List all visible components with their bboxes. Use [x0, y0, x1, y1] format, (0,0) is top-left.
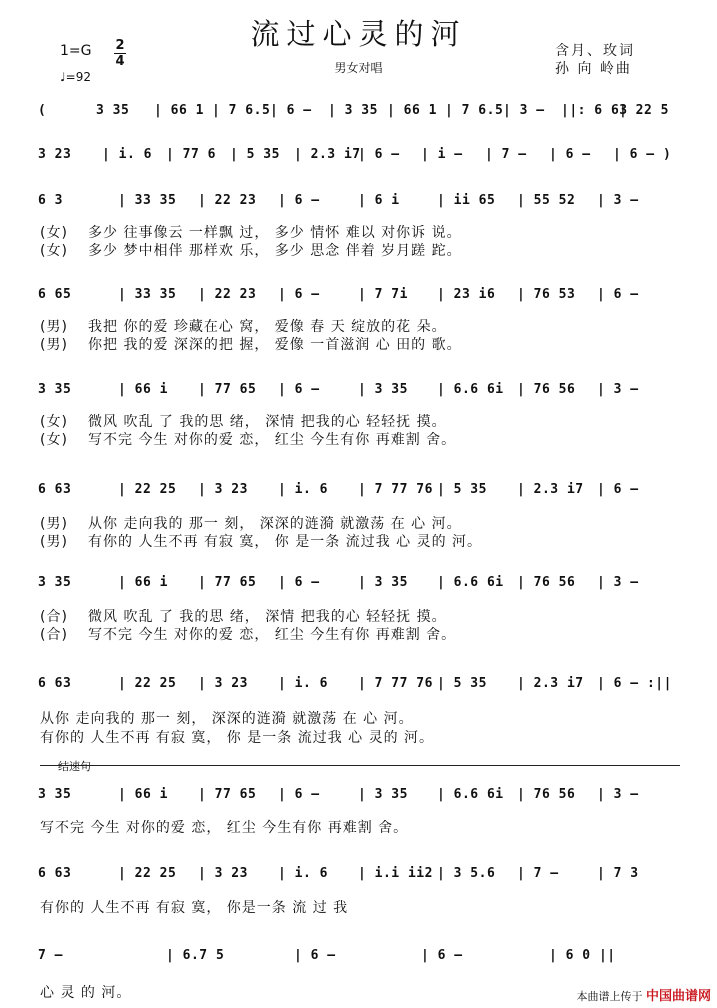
score-measure: | 7 – — [485, 147, 527, 162]
score-measure: | 7 77 76 — [358, 676, 433, 691]
credit-lyrics: 含月、玫词 — [555, 43, 635, 59]
lyric-text: 写不完 今生 对你的爱 恋， 红尘 今生有你 再难割 舍。 — [88, 432, 457, 448]
singer-role: (女) — [40, 225, 68, 241]
score-measure: | 3 – — [597, 575, 639, 590]
score-measure: | 5 35 — [437, 676, 487, 691]
score-measure: | 6 – — [278, 382, 320, 397]
score-measure: | 6 0 || — [549, 948, 616, 963]
score-measure: 3 35 — [38, 382, 72, 397]
score-measure: | 5 35 — [230, 147, 280, 162]
lyric-line — [40, 316, 447, 336]
score-measure: | 6 – — [278, 787, 320, 802]
score-measure: | 55 52 — [517, 193, 576, 208]
score-measure: | 3 35 — [358, 382, 408, 397]
score-measure: | 76 56 — [517, 575, 576, 590]
lyric-text: 写不完 今生 对你的爱 恋， 红尘 今生有你 再难割 舍。 — [40, 820, 409, 836]
score-measure: 3 23 — [38, 147, 72, 162]
lyric-text: 多少 梦中相伴 那样欢 乐， 多少 思念 伴着 岁月蹉 跎。 — [88, 243, 462, 259]
lyric-text: 我把 你的爱 珍藏在心 窝， 爱像 春 天 绽放的花 朵。 — [88, 319, 447, 335]
score-measure: 6 65 — [38, 287, 72, 302]
score-measure: | 7 3 — [597, 866, 639, 881]
lyric-text: 微风 吹乱 了 我的思 绪， 深情 把我的心 轻轻抚 摸。 — [88, 609, 447, 625]
score-measure: | 22 25 — [118, 676, 177, 691]
credits — [555, 42, 635, 78]
score-measure: | i. 6 — [278, 866, 328, 881]
score-measure: | 6 – :|| — [597, 676, 672, 691]
lyric-line — [40, 531, 482, 551]
score-measure: | 22 23 — [198, 193, 257, 208]
score-measure: | 7 6.5 — [212, 103, 271, 118]
score-measure: | 33 35 — [118, 287, 177, 302]
lyric-line — [40, 982, 131, 1002]
singer-role: (合) — [40, 609, 68, 625]
meter-bottom: 4 — [115, 54, 125, 69]
score-measure: | 77 65 — [198, 575, 257, 590]
score-measure: | 5 35 — [437, 482, 487, 497]
score-row-8 — [38, 676, 677, 704]
score-row-5 — [38, 382, 677, 410]
score-measure: | 76 56 — [517, 787, 576, 802]
score-row-6 — [38, 482, 677, 510]
score-measure: 6 63 — [38, 676, 72, 691]
site-brand: 中国曲谱网 — [645, 989, 711, 1004]
lyric-line — [40, 513, 462, 533]
score-measure: 6 63 — [38, 866, 72, 881]
score-measure: | 6 – — [294, 948, 336, 963]
lyric-line — [40, 606, 447, 626]
singer-role: (男) — [40, 534, 68, 550]
score-measure: 7 – — [38, 948, 63, 963]
score-measure: | 6 – — [597, 287, 639, 302]
score-measure: | 77 6 — [166, 147, 216, 162]
score-measure: | 6 – — [278, 287, 320, 302]
score-measure: | 7 7i — [358, 287, 408, 302]
song-title: 流过心灵的河 — [250, 17, 467, 51]
score-measure: | 2.3 i7 — [517, 676, 584, 691]
score-measure: | 33 35 — [118, 193, 177, 208]
score-measure: | 3 35 — [358, 787, 408, 802]
lyric-text: 写不完 今生 对你的爱 恋， 红尘 今生有你 再难割 舍。 — [88, 627, 457, 643]
score-measure: | 66 1 — [154, 103, 204, 118]
score-measure: | 3 35 — [358, 575, 408, 590]
score-measure: | ii 65 — [437, 193, 496, 208]
lyric-line — [40, 411, 447, 431]
score-measure: | 22 23 — [198, 287, 257, 302]
score-row-4 — [38, 287, 677, 315]
lyric-text: 有你的 人生不再 有寂 寞， 你 是一条 流过我 心 灵的 河。 — [88, 534, 483, 550]
score-measure: | 22 5 — [619, 103, 669, 118]
score-measure: | 76 56 — [517, 382, 576, 397]
lyric-line — [40, 897, 348, 917]
score-measure: | 3 5.6 — [437, 866, 496, 881]
score-measure: 3 35 — [96, 103, 130, 118]
lyric-text: 有你的 人生不再 有寂 寞， 你是一条 流 过 我 — [40, 900, 349, 916]
singer-role: (女) — [40, 432, 68, 448]
key-signature: 1=G — [60, 43, 92, 59]
score-measure: | 6.6 6i — [437, 787, 504, 802]
lyric-text: 从你 走向我的 那一 刻， 深深的涟漪 就激荡 在 心 河。 — [40, 711, 414, 727]
tempo-mark: ♩=92 — [60, 70, 91, 84]
score-measure: | i – — [421, 147, 463, 162]
singer-role: (合) — [40, 627, 68, 643]
score-measure: 6 3 — [38, 193, 63, 208]
score-measure: | 6.6 6i — [437, 382, 504, 397]
lyric-text: 有你的 人生不再 有寂 寞， 你 是一条 流过我 心 灵的 河。 — [40, 730, 435, 746]
score-measure: | 3 – — [597, 193, 639, 208]
lyric-line — [40, 727, 434, 747]
score-measure: | 7 6.5 — [445, 103, 504, 118]
score-row-7 — [38, 575, 677, 603]
coda-bracket-line — [40, 765, 680, 766]
score-measure: 6 63 — [38, 482, 72, 497]
lyric-line — [40, 429, 456, 449]
score-measure: | 6 – ) — [613, 147, 672, 162]
score-measure: | 6 – — [358, 147, 400, 162]
song-subtitle: 男女对唱 — [334, 61, 383, 75]
score-row-3 — [38, 193, 677, 221]
score-measure: | 23 i6 — [437, 287, 496, 302]
score-measure: | 22 25 — [118, 482, 177, 497]
singer-role: (男) — [40, 516, 68, 532]
score-measure: | 77 65 — [198, 382, 257, 397]
score-measure: | 6 – — [421, 948, 463, 963]
score-measure: | 7 77 76 — [358, 482, 433, 497]
score-row-10 — [38, 866, 677, 894]
lyric-line — [40, 817, 408, 837]
score-measure: | 6 – — [278, 575, 320, 590]
score-measure: | 6.7 5 — [166, 948, 225, 963]
score-measure: | i. 6 — [278, 676, 328, 691]
coda-label: 结速句 — [58, 760, 91, 773]
score-measure: | 66 i — [118, 787, 168, 802]
score-measure: | 3 35 — [328, 103, 378, 118]
score-row-1 — [38, 103, 677, 131]
score-measure: | 3 23 — [198, 866, 248, 881]
lyric-text: 微风 吹乱 了 我的思 绪， 深情 把我的心 轻轻抚 摸。 — [88, 414, 447, 430]
score-measure: | 3 23 — [198, 676, 248, 691]
score-measure: | 3 23 — [198, 482, 248, 497]
lyric-text: 多少 往事像云 一样飘 过， 多少 情怀 难以 对你诉 说。 — [88, 225, 462, 241]
meter-top: 2 — [115, 38, 125, 53]
score-measure: 3 35 — [38, 575, 72, 590]
score-measure: | 6 – — [597, 482, 639, 497]
score-row-11 — [38, 948, 677, 976]
score-row-2 — [38, 147, 677, 175]
score-measure: | 6 i — [358, 193, 400, 208]
lyric-line — [40, 624, 456, 644]
score-measure: ||: 6 63 — [561, 103, 628, 118]
score-measure: | 2.3 i7 — [294, 147, 361, 162]
singer-role: (女) — [40, 414, 68, 430]
lyric-line — [40, 240, 462, 260]
score-measure: | 3 – — [597, 787, 639, 802]
footer-upload-text: 本曲谱上传于 — [576, 990, 643, 1003]
score-measure: | 66 i — [118, 382, 168, 397]
score-measure: | 6.6 6i — [437, 575, 504, 590]
footer-credit — [576, 985, 711, 1004]
score-measure: | 6 – — [270, 103, 312, 118]
credit-music: 孙 向 岭曲 — [555, 61, 632, 77]
score-measure: | 76 53 — [517, 287, 576, 302]
score-measure: | 7 – — [517, 866, 559, 881]
lyric-line — [40, 334, 462, 354]
score-measure: ( — [38, 103, 47, 118]
score-measure: | i. 6 — [102, 147, 152, 162]
score-measure: | 66 1 — [387, 103, 437, 118]
time-signature — [114, 39, 126, 68]
singer-role: (男) — [40, 319, 68, 335]
score-measure: 3 35 — [38, 787, 72, 802]
score-row-9 — [38, 787, 677, 815]
singer-role: (女) — [40, 243, 68, 259]
lyric-line — [40, 708, 414, 728]
score-measure: | 22 25 — [118, 866, 177, 881]
score-measure: | 2.3 i7 — [517, 482, 584, 497]
score-measure: | 6 – — [549, 147, 591, 162]
score-measure: | i.i ii2 — [358, 866, 433, 881]
score-measure: | 3 – — [503, 103, 545, 118]
score-measure: | 6 – — [278, 193, 320, 208]
lyric-text: 你把 我的爱 深深的把 握， 爱像 一首滋润 心 田的 歌。 — [88, 337, 462, 353]
score-measure: | 77 65 — [198, 787, 257, 802]
lyric-text: 从你 走向我的 那一 刻， 深深的涟漪 就激荡 在 心 河。 — [88, 516, 462, 532]
lyric-line — [40, 222, 462, 242]
score-measure: | 3 – — [597, 382, 639, 397]
singer-role: (男) — [40, 337, 68, 353]
score-measure: | i. 6 — [278, 482, 328, 497]
score-measure: | 66 i — [118, 575, 168, 590]
lyric-text: 心 灵 的 河。 — [40, 985, 132, 1001]
